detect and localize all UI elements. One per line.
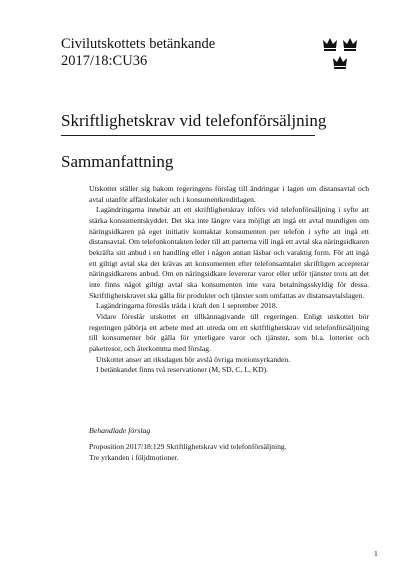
summary-paragraph: I betänkandet finns två reservationer (M, SD, C, L, KD). [96, 365, 269, 375]
summary-paragraph: Utskottet anser att riksdagen bör avslå övriga motionsyrkanden. [96, 354, 291, 364]
report-title: Skriftlighetskrav vid telefonförsäljning [61, 111, 327, 130]
summary-body [89, 184, 369, 376]
summary-paragraph: Lagändringarna föreslås träda i kraft den 1 september 2018. [96, 301, 278, 311]
title-divider [61, 135, 315, 136]
committee-title: Civilutskottets betänkande [61, 36, 216, 52]
summary-paragraph: Lagändringarna innebär att ett skriftlighetskrav införs vid telefonförsäljning i syfte att stärka konsumentskyddet. Det ska inte längre vara möjligt att ingå ett avtal muntligen om näringsidkaren på eget initiativ kontaktar konsumenten per telefon i syfte att ingå ett distansavtal. Om telefonkontakten leder till att parterna vill ingå ett avtal ska näringsidkaren bekräfta sitt anbud i en handling eller i någon annan läsbar och varaktig form. För att ingå ett giltigt avtal ska det krävas att konsumenten efter telefonsamtalet skriftligen accepterar näringsidkarens anbud. Om en näringsidkare levererar varor eller utför tjänster trots att det inte finns något giltigt avtal ska konsumenten inte vara betalningsskyldig för dessa. Skriftlighetskravet ska gälla för produkter och tjänster som omfattas av distansavtalslagen. [89, 205, 369, 300]
summary-paragraph: Vidare föreslår utskottet ett tillkännagivande till regeringen. Enligt utskottet bör regeringen påbörja ett arbete med att utreda om ett skriftlighetskrav vid telefonförsäljning till konsumenter bör gälla för ytterligare varor och tjänster, som bl.a. lotterier och paketresor, och återkomma med förslag. [89, 311, 369, 353]
page-number: 1 [374, 549, 378, 558]
summary-heading: Sammanfattning [61, 152, 174, 171]
handled-proposals-list [89, 441, 369, 463]
three-crowns-icon [322, 36, 360, 72]
handled-proposal-item: Tre yrkanden i följdmotioner. [89, 453, 179, 462]
handled-proposals-heading: Behandlade förslag [89, 426, 151, 435]
summary-paragraph: Utskottet ställer sig bakom regeringens förslag till ändringar i lagen om distansavtal och avtal utanför affärslokaler och i konsumentkreditlagen. [89, 184, 369, 204]
handled-proposal-item: Proposition 2017/18:129 Skriftlighetskrav vid telefonförsäljning. [89, 442, 287, 451]
report-id: 2017/18:CU36 [61, 53, 148, 69]
